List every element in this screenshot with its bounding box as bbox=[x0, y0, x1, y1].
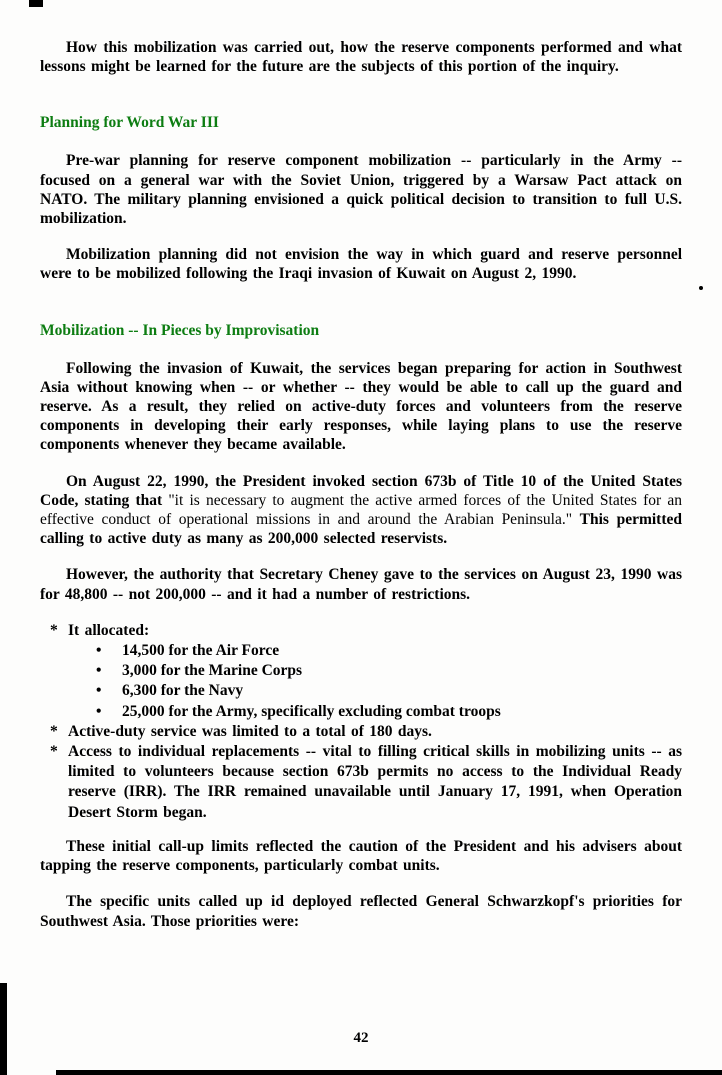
list-item-text: 25,000 for the Army, specifically excluding combat troops bbox=[122, 702, 501, 720]
asterisk-marker: * bbox=[50, 743, 58, 761]
list-item-text: 3,000 for the Marine Corps bbox=[122, 662, 303, 680]
statute-invocation-text: On August 22, 1990, the President invoked section 673b of Title 10 of the United States Code, stating that bbox=[40, 472, 682, 509]
page-number: 42 bbox=[353, 1030, 369, 1046]
scan-artifact-bottom-bar bbox=[56, 1070, 722, 1075]
list-item-label: It allocated: bbox=[68, 621, 150, 639]
list-item-active-duty-limit bbox=[50, 722, 682, 742]
list-item-navy bbox=[96, 681, 682, 701]
bullet-marker: • bbox=[96, 682, 102, 700]
scan-artifact-dot bbox=[699, 286, 703, 290]
schwarzkopf-priorities-paragraph: The specific units called up id deployed reflected General Schwarzkopf's priorities for Southwest Asia. Those priorities were: bbox=[40, 893, 682, 930]
list-item-allocated bbox=[50, 621, 682, 641]
bullet-marker: • bbox=[96, 642, 102, 660]
restrictions-list bbox=[50, 621, 682, 823]
section-heading-mobilization-in-pieces: Mobilization -- In Pieces by Improvisation bbox=[40, 321, 320, 339]
statute-result-text: This permitted calling to active duty as many as 200,000 selected reservists. bbox=[40, 511, 683, 548]
list-item-text: Access to individual replacements -- vital to filling critical skills in mobilizing units -- as limited to volunteers because section 673b permits no access to the Individual Ready reserve (IRR). The IRR remained unavailable until January 17, 1991, when Operation Desert Storm began. bbox=[68, 743, 682, 821]
list-item-marine-corps bbox=[96, 661, 682, 681]
list-item-air-force bbox=[96, 641, 682, 661]
scan-artifact-left-bar bbox=[0, 983, 7, 1075]
section-heading-planning-for-word-war-iii: Planning for Word War III bbox=[40, 114, 219, 132]
asterisk-marker: * bbox=[50, 722, 58, 740]
list-item-text: 14,500 for the Air Force bbox=[122, 642, 280, 660]
invasion-response-paragraph: Following the invasion of Kuwait, the services began preparing for action in Southwest Asia without knowing when -- or whether -- they would be able to call up the guard and reserve. As a result, they relied on active-duty forces and volunteers from the reserve components in developing their early responses, while laying plans to use the reserve components whenever they became available. bbox=[40, 359, 682, 454]
cheney-authority-paragraph: However, the authority that Secretary Cheney gave to the services on August 23, 1990 was for 48,800 -- not 200,000 -- and it had a number of restrictions. bbox=[40, 566, 682, 603]
prewar-planning-paragraph: Pre-war planning for reserve component mobilization -- particularly in the Army -- focused on a general war with the Soviet Union, triggered by a Warsaw Pact attack on NATO. The military planning envisioned a quick political decision to transition to full U.S. mobilization. bbox=[40, 152, 682, 228]
bullet-marker: • bbox=[96, 702, 102, 720]
scan-artifact-top-mark bbox=[29, 0, 43, 7]
bullet-marker: • bbox=[96, 662, 102, 680]
callup-limits-paragraph: These initial call-up limits reflected the caution of the President and his advisers about tapping the reserve components, particularly combat units. bbox=[40, 837, 682, 875]
list-item-army bbox=[96, 702, 682, 722]
section-673b-paragraph bbox=[40, 472, 682, 549]
statute-quote-text: "it is necessary to augment the active armed forces of the United States for an effective conduct of operational missions in and around the Arabian Peninsula." bbox=[40, 491, 683, 529]
list-item-irr-access bbox=[50, 742, 682, 823]
mobilization-planning-paragraph: Mobilization planning did not envision the way in which guard and reserve personnel were to be mobilized following the Iraqi invasion of Kuwait on August 2, 1990. bbox=[40, 246, 682, 283]
asterisk-marker: * bbox=[50, 621, 58, 639]
list-item-text: Active-duty service was limited to a total of 180 days. bbox=[68, 722, 432, 740]
allocation-sublist bbox=[96, 641, 682, 722]
list-item-text: 6,300 for the Navy bbox=[122, 682, 244, 700]
intro-paragraph: How this mobilization was carried out, how the reserve components performed and what lessons might be learned for the future are the subjects of this portion of the inquiry. bbox=[40, 39, 682, 76]
